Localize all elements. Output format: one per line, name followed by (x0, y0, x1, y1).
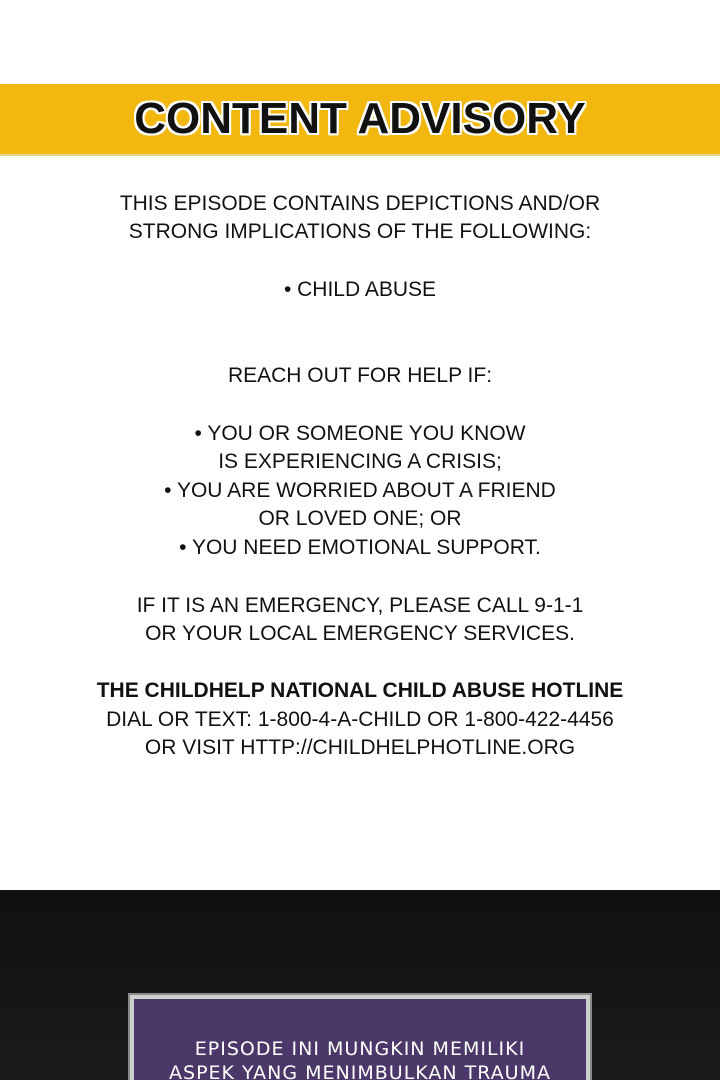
emergency-line: OR YOUR LOCAL EMERGENCY SERVICES. (145, 622, 575, 645)
intro-line: THIS EPISODE CONTAINS DEPICTIONS AND/OR (119, 192, 601, 215)
help-item-line: IS EXPERIENCING A CRISIS; (218, 450, 502, 473)
help-item-line: OR LOVED ONE; OR (258, 507, 462, 530)
help-item-line: • YOU ARE WORRIED ABOUT A FRIEND (164, 479, 556, 502)
notice-line: ASPEK YANG MENIMBULKAN TRAUMA (169, 1062, 551, 1080)
intro-line: STRONG IMPLICATIONS OF THE FOLLOWING: (128, 220, 592, 243)
advisory-banner (0, 84, 720, 156)
notice-box (130, 995, 590, 1080)
help-heading: REACH OUT FOR HELP IF: (227, 364, 493, 387)
emergency-line: IF IT IS AN EMERGENCY, PLEASE CALL 9-1-1 (136, 594, 584, 617)
top-margin (0, 0, 720, 84)
help-item-line: • YOU OR SOMEONE YOU KNOW (194, 422, 526, 445)
banner-title: CONTENT ADVISORY (134, 94, 586, 143)
notice-line: EPISODE INI MUNGKIN MEMILIKI (194, 1038, 526, 1060)
hotline-website: OR VISIT HTTP://CHILDHELPHOTLINE.ORG (144, 736, 576, 759)
help-item-line: • YOU NEED EMOTIONAL SUPPORT. (179, 536, 541, 559)
hotline-contact: DIAL OR TEXT: 1-800-4-A-CHILD OR 1-800-422-4456 (106, 708, 614, 731)
hotline-name: THE CHILDHELP NATIONAL CHILD ABUSE HOTLINE (96, 679, 624, 702)
topic-item: • CHILD ABUSE (283, 278, 437, 301)
advisory-body (0, 156, 720, 890)
